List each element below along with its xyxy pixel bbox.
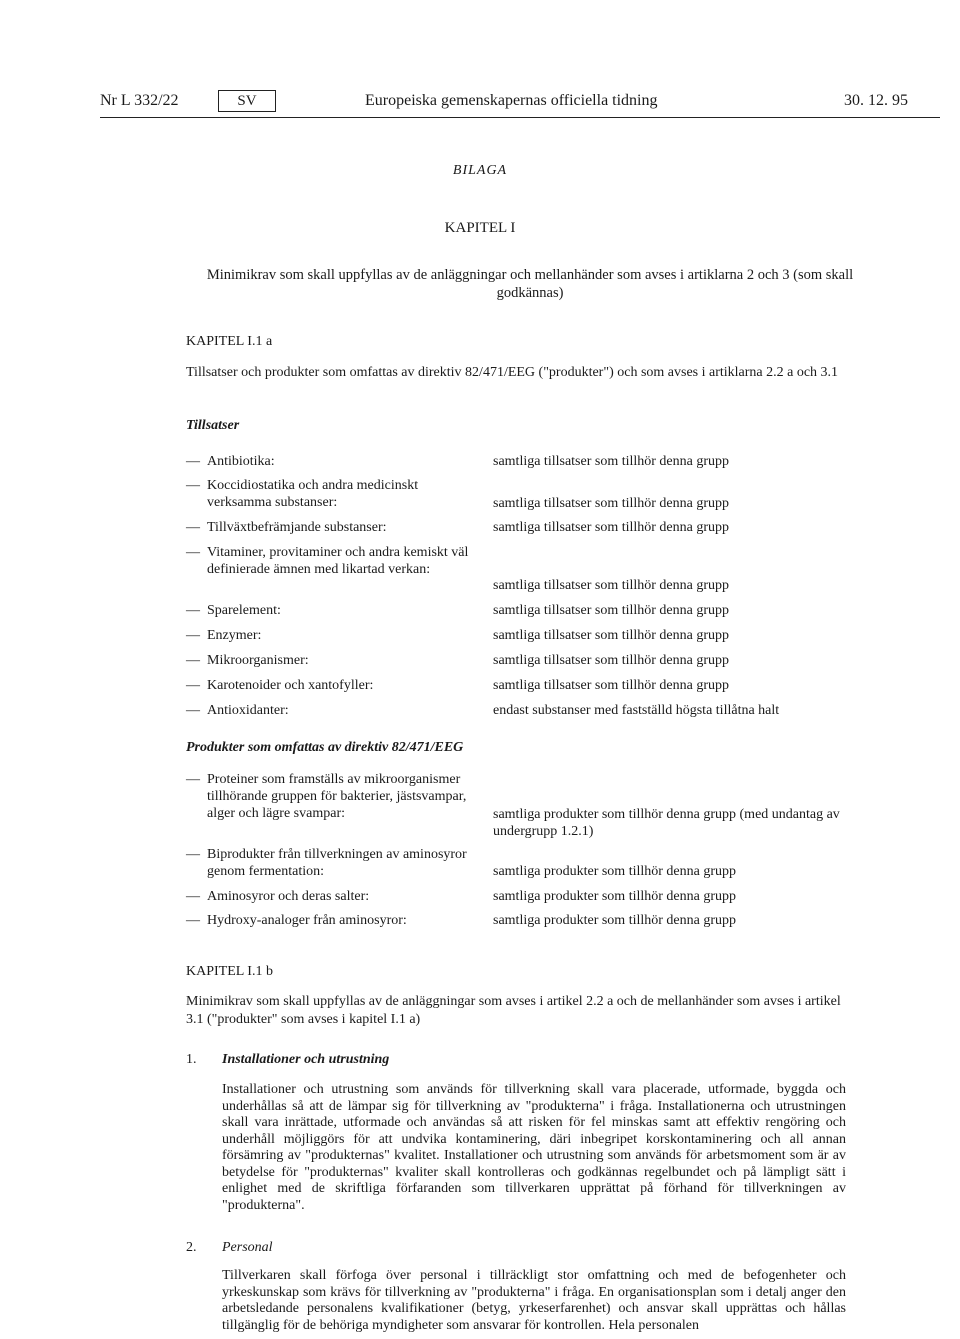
- additive-label: Antibiotika:: [207, 454, 275, 469]
- additive-label: Karotenoider och xantofyller:: [207, 678, 374, 693]
- dash-marker: —: [186, 847, 200, 862]
- dash-marker: —: [186, 478, 200, 493]
- language-badge: SV: [218, 90, 276, 112]
- dash-marker: —: [186, 653, 200, 668]
- additive-label: Sparelement:: [207, 603, 281, 618]
- dash-marker: —: [186, 772, 200, 787]
- products-heading: Produkter som omfattas av direktiv 82/471/EEG: [186, 740, 464, 755]
- page-number: Nr L 332/22: [100, 92, 179, 109]
- additive-value: samtliga tillsatser som tillhör denna grupp: [493, 603, 730, 618]
- chapter-title: KAPITEL I: [444, 220, 516, 236]
- additive-label: Koccidiostatika och andra medicinskt verksamma substanser:: [207, 478, 419, 510]
- additive-label: Mikroorganismer:: [207, 653, 309, 668]
- dash-marker: —: [186, 603, 200, 618]
- additives-heading: Tillsatser: [186, 418, 240, 433]
- section-number: 2.: [186, 1240, 197, 1255]
- product-label: Biprodukter från tillverkningen av aminosyror genom fermentation:: [207, 847, 467, 879]
- additive-value: samtliga tillsatser som tillhör denna grupp: [493, 520, 730, 535]
- product-value: samtliga produkter som tillhör denna grupp: [493, 913, 737, 928]
- product-value: samtliga produkter som tillhör denna grupp: [493, 864, 737, 879]
- additive-value: samtliga tillsatser som tillhör denna grupp: [493, 578, 730, 593]
- additive-value: samtliga tillsatser som tillhör denna grupp: [493, 496, 730, 511]
- additive-label: Vitaminer, provitaminer och andra kemiskt väl definierade ämnen med likartad verkan:: [207, 545, 469, 577]
- dash-marker: —: [186, 703, 200, 718]
- dash-marker: —: [186, 520, 200, 535]
- page-header: [100, 90, 940, 114]
- product-label: Hydroxy-analoger från aminosyror:: [207, 913, 407, 928]
- additive-value: endast substanser med fastställd högsta tillåtna halt: [493, 703, 780, 718]
- chapter-intro: Minimikrav som skall uppfyllas av de anläggningar och mellanhänder som avses i artiklarna 2 och 3 (som skall godkännas): [206, 267, 854, 301]
- header-divider: [100, 117, 940, 118]
- additive-label: Tillväxtbefrämjande substanser:: [207, 520, 387, 535]
- section-title: Installationer och utrustning: [222, 1052, 390, 1067]
- additive-label: Antioxidanter:: [207, 703, 289, 718]
- dash-marker: —: [186, 628, 200, 643]
- section-text: Installationer och utrustning som används för tillverkning skall vara placerade, utformade, byggda och underhållas så att de lämpar sig för tillverkning av "produkterna" i fråga. Installationerna och utrustningen skall vara inrättade, utformade och användas så att risken för fel minskas samt att effektiv rengöring och underhåll möjliggörs för att undvika kontaminering, däri inbegripet korskontaminering och all annan försämring av "produkternas" kvalitet. Installationer och utrustning som används för arbetsmoment som är av betydelse för "produkternas" kvaliter skall kontrolleras och godkännas regelbundet och på lämpligt sätt i enlighet med de skriftliga förfaranden som tillverkaren upprättat på förhand för tillverkningen av "produkterna".: [222, 1082, 846, 1213]
- publication-date: 30. 12. 95: [844, 92, 908, 109]
- dash-marker: —: [186, 545, 200, 560]
- section-title: Personal: [222, 1240, 273, 1255]
- product-value: samtliga produkter som tillhör denna grupp: [493, 889, 737, 904]
- dash-marker: —: [186, 889, 200, 904]
- product-value: samtliga produkter som tillhör denna grupp (med undantag av undergrupp 1.2.1): [493, 807, 840, 839]
- journal-title: Europeiska gemenskapernas officiella tidning: [365, 92, 658, 109]
- section-number: 1.: [186, 1052, 197, 1067]
- additive-value: samtliga tillsatser som tillhör denna grupp: [493, 454, 730, 469]
- additive-value: samtliga tillsatser som tillhör denna grupp: [493, 628, 730, 643]
- chapter-1-1-a-heading: KAPITEL I.1 a: [186, 334, 273, 349]
- chapter-1-1-a-text: Tillsatser och produkter som omfattas av direktiv 82/471/EEG ("produkter") och som avses i artiklarna 2.2 a och 3.1: [186, 365, 839, 380]
- chapter-1-1-b-text: Minimikrav som skall uppfyllas av de anläggningar som avses i artikel 2.2 a och de mellanhänder som avses i artikel 3.1 ("produkter" som avses i kapitel I.1 a): [186, 994, 841, 1027]
- product-label: Aminosyror och deras salter:: [207, 889, 370, 904]
- dash-marker: —: [186, 454, 200, 469]
- additive-label: Enzymer:: [207, 628, 262, 643]
- additive-value: samtliga tillsatser som tillhör denna grupp: [493, 653, 730, 668]
- section-text: Tillverkaren skall förfoga över personal i tillräckligt stor omfattning och med de befogenheter och yrkeskunskap som krävs för tillverkning av "produkterna" i fråga. En organisationsplan som i detalj anger den arbetsledande personalens kvalifikationer (betyg, yrkeserfarenhet) och ansvar skall upprättas och hållas tillgänglig för de behöriga myndigheter som ansvarar för kontrollen. Hela personalen: [222, 1268, 846, 1333]
- dash-marker: —: [186, 913, 200, 928]
- product-label: Proteiner som framställs av mikroorganismer tillhörande gruppen för bakterier, jästsvampar, alger och lägre svampar:: [207, 772, 467, 821]
- dash-marker: —: [186, 678, 200, 693]
- annex-title: BILAGA: [452, 163, 508, 178]
- additive-value: samtliga tillsatser som tillhör denna grupp: [493, 678, 730, 693]
- chapter-1-1-b-heading: KAPITEL I.1 b: [186, 964, 273, 979]
